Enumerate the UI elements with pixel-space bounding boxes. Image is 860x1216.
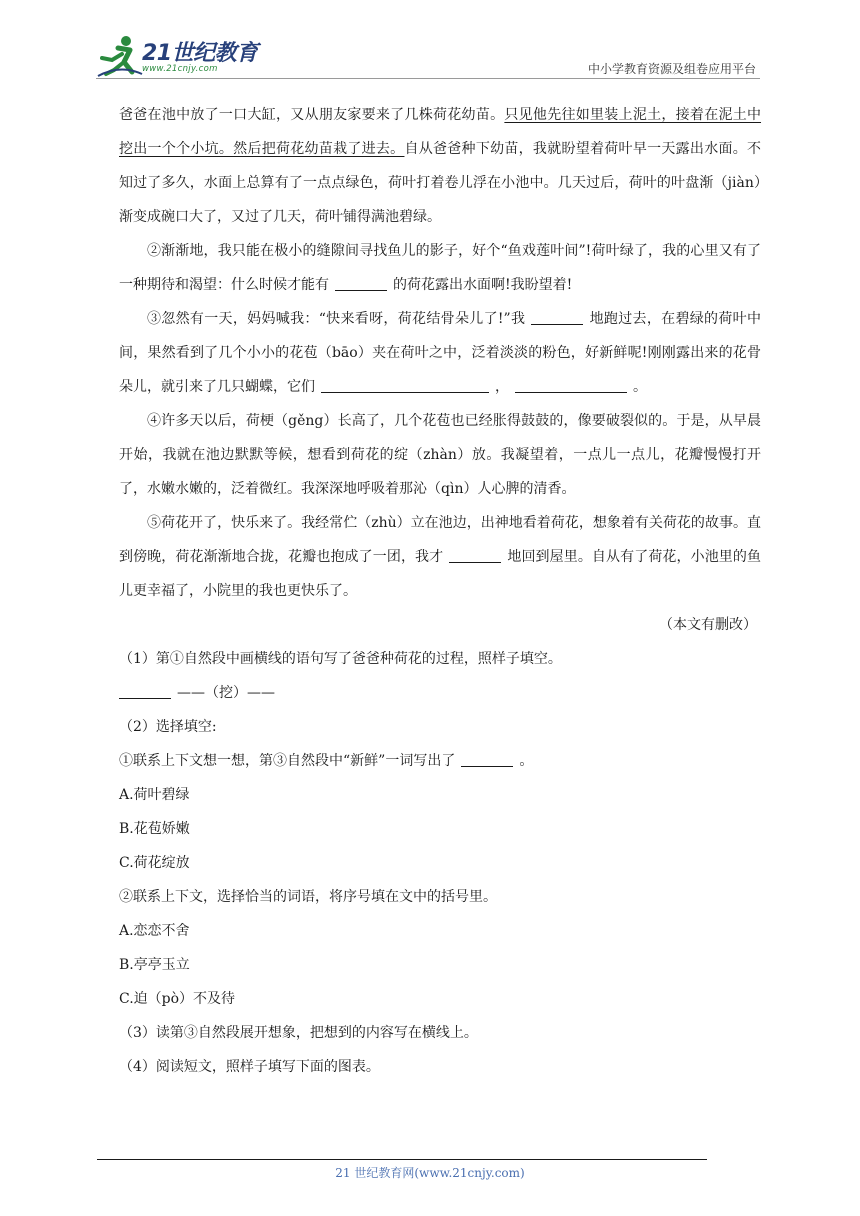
- answer-blank: [515, 378, 627, 393]
- document-body: [119, 98, 761, 1084]
- logo-url: www.21cnjy.com: [142, 64, 218, 74]
- question-4: （4）阅读短文，照样子填写下面的图表。: [119, 1059, 380, 1075]
- paragraph-1-text-a: 爸爸在池中放了一口大缸，又从朋友家要来了几株荷花幼苗。: [119, 107, 505, 123]
- question-1-example-text: ——（挖）——: [177, 685, 275, 701]
- question-1-example: [119, 676, 761, 710]
- paragraph-1: [119, 98, 761, 234]
- question-2-1-text-a: ①联系上下文想一想，第③自然段中“新鲜”一词写出了: [119, 753, 456, 769]
- answer-blank: [461, 752, 513, 767]
- option-a: A.荷叶碧绿: [119, 787, 190, 803]
- answer-blank: [119, 684, 171, 699]
- option-c: C.迫（pò）不及待: [119, 991, 236, 1007]
- option-b: B.亭亭玉立: [119, 957, 190, 973]
- page-footer: 21 世纪教育网(www.21cnjy.com): [335, 1166, 525, 1180]
- logo-wordmark: 21世纪教育: [142, 41, 258, 66]
- question-2-1: [119, 744, 761, 778]
- runner-logo-icon: [96, 34, 144, 78]
- paragraph-3-text-a: ③忽然有一天，妈妈喊我：“快来看呀，荷花结骨朵儿了!”我: [147, 311, 526, 327]
- paragraph-5-text-a: ⑤荷花开了，快乐来了。我经常伫（zhù）立在池边，出神地看着荷花，想象着有关荷花的故事。直到傍晚，荷花渐渐地合拢，花瓣也抱成了一团，我才: [119, 515, 761, 565]
- answer-blank: [335, 276, 387, 291]
- paragraph-4: ④许多天以后，荷梗（gěng）长高了，几个花苞也已经胀得鼓鼓的，像要破裂似的。于是，从早晨开始，我就在池边默默等候，想看到荷花的绽（zhàn）放。我凝望着，一点儿一点儿，花瓣慢慢打开了，水嫩水嫩的，泛着微红。我深深地呼吸着那沁（qìn）人心脾的清香。: [119, 413, 761, 497]
- paragraph-3: [119, 302, 761, 404]
- question-2: （2）选择填空:: [119, 719, 217, 735]
- site-logo: [96, 34, 266, 78]
- option-a: A.恋恋不舍: [119, 923, 190, 939]
- footer-divider: [97, 1159, 707, 1160]
- paragraph-2-text-a: ②渐渐地，我只能在极小的缝隙间寻找鱼儿的影子，好个“鱼戏莲叶间”!荷叶绿了，我的心里又有了一种期待和渴望：什么时候才能有: [119, 243, 761, 293]
- answer-blank: [321, 378, 489, 393]
- question-2-1-text-b: 。: [519, 753, 534, 769]
- paragraph-3-text-c: ，: [495, 379, 509, 395]
- source-note: （本文有删改）: [659, 617, 757, 633]
- paragraph-2: [119, 234, 761, 302]
- page-header: [96, 30, 760, 80]
- option-b: B.花苞娇嫩: [119, 821, 190, 837]
- question-3: （3）读第③自然段展开想象，把想到的内容写在横线上。: [119, 1025, 478, 1041]
- header-divider: [96, 78, 760, 79]
- paragraph-3-text-d: 。: [633, 379, 647, 395]
- underlined-sentence: 只见他先往如里装上泥土，接着在泥土中挖出一个个小坑。然后把荷花幼苗栽了进去。: [119, 107, 762, 157]
- answer-blank: [531, 310, 583, 325]
- paragraph-3-text-b: 地跑过去，在碧绿的荷叶中间，果然看到了几个小小的花苞（bāo）夹在荷叶之中，泛着淡淡的粉色，好新鲜呢!刚刚露出来的花骨朵儿，就引来了几只蝴蝶，它们: [119, 311, 761, 395]
- paragraph-2-text-b: 的荷花露出水面啊!我盼望着!: [393, 277, 573, 293]
- paragraph-5-text-b: 地回到屋里。自从有了荷花，小池里的鱼儿更幸福了，小院里的我也更快乐了。: [119, 549, 762, 599]
- question-2-2: ②联系上下文，选择恰当的词语，将序号填在文中的括号里。: [119, 889, 497, 905]
- platform-title: 中小学教育资源及组卷应用平台: [587, 62, 756, 76]
- paragraph-1-text-b: 自从爸爸种下幼苗，我就盼望着荷叶早一天露出水面。不知过了多久，水面上总算有了一点点绿色，荷叶打着卷儿浮在小池中。几天过后，荷叶的叶盘渐（jiàn）渐变成碗口大了，又过了几天，荷叶铺得满池碧绿。: [119, 141, 762, 225]
- option-c: C.荷花绽放: [119, 855, 190, 871]
- paragraph-5: [119, 506, 761, 608]
- question-1: （1）第①自然段中画横线的语句写了爸爸种荷花的过程，照样子填空。: [119, 651, 562, 667]
- answer-blank: [449, 548, 501, 563]
